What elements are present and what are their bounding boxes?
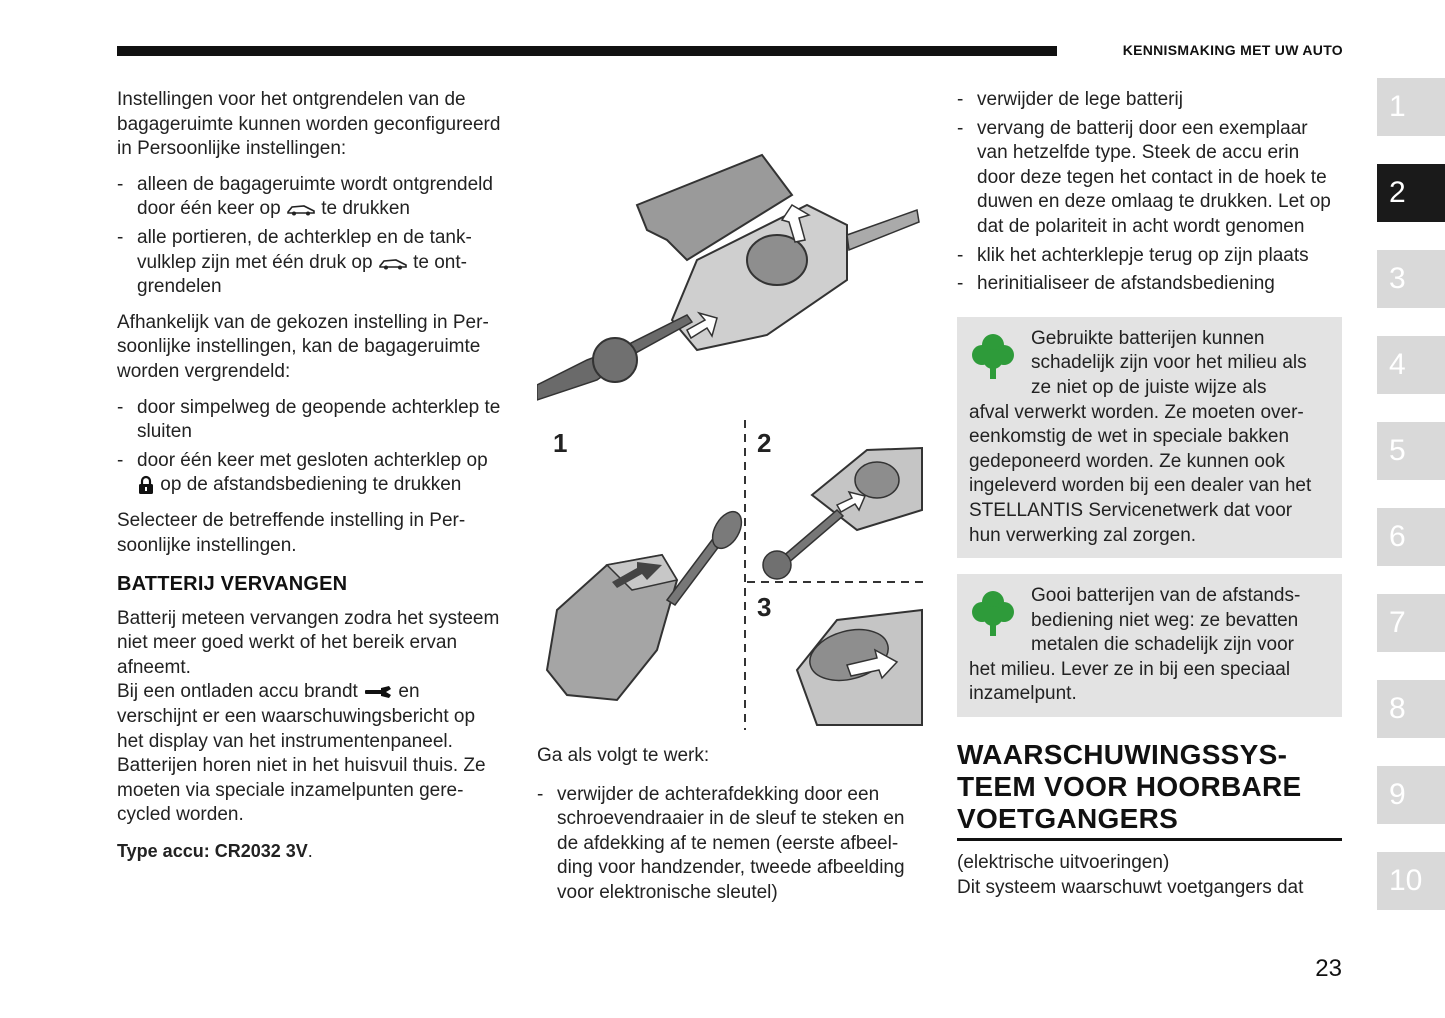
paragraph: Batterij meteen vervangen zodra het systeem niet meer goed werkt of het bereik ervan afneemt. (117, 607, 500, 678)
column-right (957, 88, 1342, 900)
list-item: - klik het achterklepje terug op zijn plaats (957, 244, 1342, 269)
tab-1[interactable]: 1 (1377, 78, 1445, 136)
tab-6[interactable]: 6 (1377, 508, 1445, 566)
fob-key-image (763, 448, 922, 579)
lock-options-list (117, 396, 505, 498)
procedure-list (537, 783, 927, 906)
tree-icon (971, 331, 1015, 381)
disposal-note (957, 574, 1342, 717)
procedure-list-continued (957, 88, 1342, 297)
tab-7[interactable]: 7 (1377, 594, 1445, 652)
battery-replacement-figure (537, 150, 927, 740)
figure-label-3: 3 (757, 592, 772, 622)
tab-9[interactable]: 9 (1377, 766, 1445, 824)
list-item: - verwijder de achterafdekking door een schroevendraaier in de sleuf te steken en de afdekking af te nemen (eerste afbeelding voor handzender, tweede afbeelding voor elektronische sleutel) (537, 783, 927, 906)
tab-8[interactable]: 8 (1377, 680, 1445, 738)
list-item: - verwijder de lege batterij (957, 88, 1342, 113)
tab-5[interactable]: 5 (1377, 422, 1445, 480)
paragraph-text: Bij een ontladen accu brandt (117, 681, 358, 703)
tab-2[interactable]: 2 (1377, 164, 1445, 222)
tab-3[interactable]: 3 (1377, 250, 1445, 308)
list-item (117, 173, 505, 222)
figure-label-2: 2 (757, 428, 772, 458)
car-trunk-icon (286, 202, 316, 216)
section-subheading: BATTERIJ VERVANGEN (117, 573, 348, 596)
note-text: het milieu. Lever ze in bij een speciaal inzamelpunt. (969, 658, 1291, 705)
padlock-icon (137, 475, 155, 495)
list-item (117, 226, 505, 300)
battery-type-suffix: . (307, 841, 313, 862)
intro-paragraph: Instellingen voor het ontgrendelen van de bagageruimte kunnen worden geconfigureerd in Persoonlijke instellingen: (117, 89, 501, 160)
list-item-text: door één keer met gesloten achterklep op (137, 449, 488, 471)
fob-remote-image (547, 507, 747, 700)
figure-label-1: 1 (553, 428, 568, 458)
key-fob-illustration (537, 150, 927, 740)
wrench-icon (363, 685, 393, 699)
instruction-intro: Ga als volgt te werk: (537, 745, 710, 766)
list-item-text: te ontgrendelen (137, 251, 467, 298)
section-subtitle: (elektrische uitvoeringen) (957, 852, 1170, 874)
note-text: Gebruikte batterijen kunnen schadelijk zijn voor het milieu als ze niet op de juiste wijze als (1031, 327, 1307, 398)
section-heading: WAARSCHUWINGSSYSTEEM VOOR HOORBARE VOETGANGERS (957, 739, 1342, 841)
list-item-text: op de afstandsbediening te drukken (160, 474, 462, 496)
header-rule (117, 46, 1057, 56)
note-text: afval verwerkt worden. Ze moeten overeenkomstig de wet in speciale bakken gedeponeerd worden. Ze kunnen ook ingeleverd worden bij een dealer van het STELLANTIS Servicenetwerk dat voor hun verwerking zal zorgen. (969, 401, 1312, 546)
battery-swap-image (797, 610, 922, 725)
battery-type (117, 839, 505, 864)
section-title: KENNISMAKING MET UW AUTO (1122, 42, 1343, 58)
list-item (117, 449, 505, 498)
battery-type-label: Type accu: CR2032 3V (117, 841, 308, 862)
column-left (117, 88, 505, 864)
page-number: 23 (1315, 955, 1342, 982)
list-item: - herinitialiseer de afstandsbediening (957, 272, 1342, 297)
list-item-text: alle portieren, de achterklep en de tankvulklep zijn met één druk op (137, 226, 472, 273)
paragraph-text: en verschijnt er een waarschuwingsbericht op het display van het instrumentenpaneel. Batterijen horen niet in het huisvuil thuis. Ze moeten via speciale inzamelpunten gerecycled worden. (117, 681, 486, 826)
environment-note (957, 317, 1342, 558)
tree-icon (971, 588, 1015, 638)
list-item-text: alleen de bagageruimte wordt ontgrendeld door één keer op (137, 173, 493, 220)
paragraph: Dit systeem waarschuwt voetgangers dat (957, 876, 1304, 898)
fob-open-image (537, 155, 919, 400)
list-item: - vervang de batterij door een exemplaar van hetzelfde type. Steek de accu erin door deze tegen het contact in de hoek te duwen en deze omlaag te drukken. Let op dat de polariteit in acht wordt genomen (957, 117, 1342, 240)
unlock-options-list (117, 173, 505, 300)
note-text: Gooi batterijen van de afstandsbediening niet weg: ze bevatten metalen die schadelijk zijn voor (1031, 585, 1301, 656)
paragraph: Selecteer de betreffende instelling in Persoonlijke instellingen. (117, 509, 466, 556)
tab-10[interactable]: 10 (1377, 852, 1445, 910)
tab-4[interactable]: 4 (1377, 336, 1445, 394)
column-middle (537, 744, 927, 917)
paragraph: Afhankelijk van de gekozen instelling in Persoonlijke instellingen, kan de bagageruimte worden vergrendeld: (117, 311, 489, 382)
list-item-text: te drukken (321, 198, 410, 220)
car-trunk-icon (378, 256, 408, 270)
paragraph (117, 680, 505, 828)
list-item: - door simpelweg de geopende achterklep te sluiten (117, 396, 505, 445)
